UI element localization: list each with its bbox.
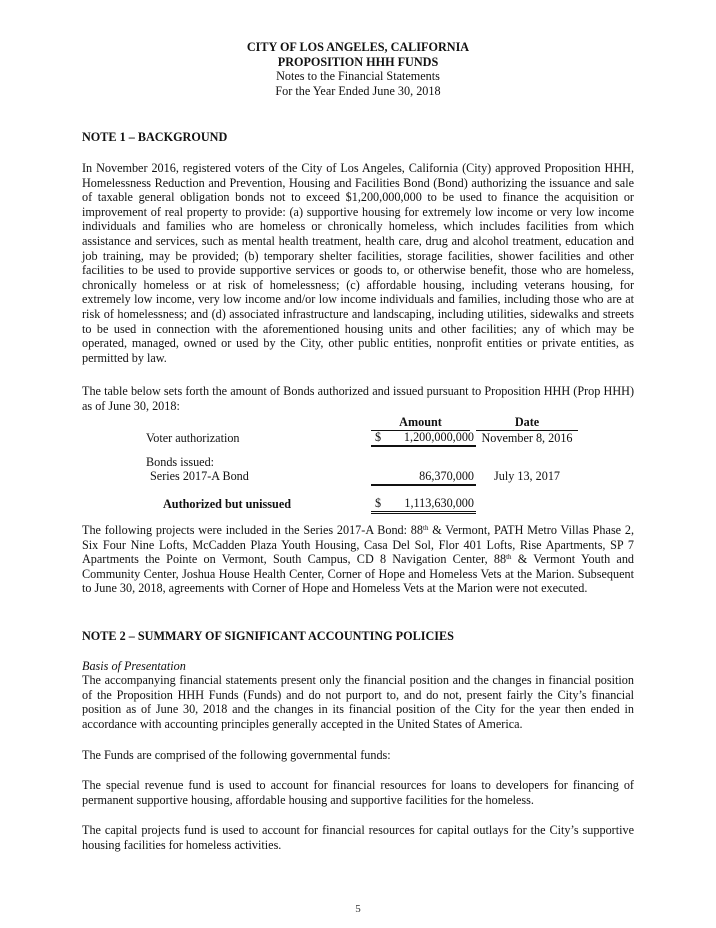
row-date-voter-authorization: November 8, 2016 [481,431,573,445]
row-amount-voter-authorization [371,430,476,447]
amount-value: 86,370,000 [419,469,474,483]
header-entity: CITY OF LOS ANGELES, CALIFORNIA [246,40,470,54]
note2-paragraph-3: The special revenue fund is used to account for financial resources for loans to developers for financing of permanent supportive housing, affordable housing and supportive facilities for the homeless. [82,778,634,807]
row-amount-series-2017a [371,469,476,486]
document-header [0,40,716,98]
note2-heading: NOTE 2 – SUMMARY OF SIGNIFICANT ACCOUNTING POLICIES [82,629,454,643]
row-label-bonds-issued: Bonds issued: [146,455,215,469]
note2-paragraph-4: The capital projects fund is used to account for financial resources for capital outlays for the City’s supportive housing facilities for homeless activities. [82,823,634,852]
header-doc-title: Notes to the Financial Statements [276,69,440,83]
row-label-voter-authorization: Voter authorization [146,431,240,445]
row-date-series-2017a: July 13, 2017 [493,469,561,483]
superscript: th [506,553,512,562]
header-fund: PROPOSITION HHH FUNDS [277,54,439,69]
row-label-authorized-unissued: Authorized but unissued [163,497,292,511]
note1-heading: NOTE 1 – BACKGROUND [82,130,228,144]
text-span: The following projects were included in the Series 2017-A Bond: 88 [82,523,423,537]
note1-paragraph-1: In November 2016, registered voters of the City of Los Angeles, California (City) approved Proposition HHH, Homelessness Reduction and Prevention, Housing and Facilities Bond (Bond) authorizing the issuance and sale of taxable general obligation bonds not to exceed $1,200,000,000 to be used to finance the acquisition or improvement of real property to provide: (a) supportive housing for extremely low income or very low income individuals and families who are homeless or chronically homeless, which includes facilities from which assistance and services, such as mental health treatment, health care, drug and alcohol treatment, education and job training, may be provided; (b) temporary shelter facilities, storage facilities, shower facilities and other facilities to be used to provide supportive services or goods to, or otherwise benefit, those who are homeless, chronically homeless or at risk of homelessness; (c) affordable housing, including veterans housing, for extremely low income, very low income and/or low income individuals and families, including those who are at risk of homelessness; and (d) associated infrastructure and landscaping, including utilities, sidewalks and streets to be used in connection with the aforementioned housing units and other facilities; any of which may be operated, managed, owned or used by the City, other public entities, nonprofit entities or private entities, as permitted by law. [82,161,634,365]
row-amount-authorized-unissued [371,496,476,514]
row-label-series-2017a: Series 2017-A Bond [150,469,249,483]
currency-symbol: $ [375,496,382,510]
superscript: th [423,524,429,532]
currency-symbol: $ [375,430,382,444]
note2-paragraph-1: The accompanying financial statements present only the financial position and the changes in financial position of the Proposition HHH Funds (Funds) and do not purport to, and do not, present fairly the City’s financial position as of June 30, 2018 and the changes in its financial position of the City for the year then ended in accordance with accounting principles generally accepted in the United States of America. [82,673,634,731]
page-number: 5 [355,903,361,915]
text-span: & Vermont, PATH Metro Villas Phase 2, Six Four Nine Lofts, McCadden Plaza Youth Housing, Casa Del Sol, Flor 401 Lofts, Rise Apartments, SP 7 Apartments the Pointe on Vermont, South Campus, CD 8 Navigation Center, 88 [82,523,635,567]
note1-paragraph-2: The table below sets forth the amount of Bonds authorized and issued pursuant to Proposition HHH (Prop HHH) as of June 30, 2018: [82,384,634,413]
header-period: For the Year Ended June 30, 2018 [275,83,441,98]
note2-paragraph-2: The Funds are comprised of the following governmental funds: [82,748,391,762]
amount-value: 1,113,630,000 [404,496,474,510]
amount-value: 1,200,000,000 [403,430,474,444]
col-header-amount: Amount [371,415,470,431]
note1-paragraph-3 [82,523,634,596]
col-header-date: Date [476,415,578,431]
note2-subheading-basis: Basis of Presentation [82,659,186,673]
text-span: & Vermont Youth and Community Center, Joshua House Health Center, Corner of Hope and Homeless Vets at the Marion. Subsequent to June 30, 2018, agreements with Corner of Hope and Homeless Vets at the Marion were not executed. [82,552,635,596]
